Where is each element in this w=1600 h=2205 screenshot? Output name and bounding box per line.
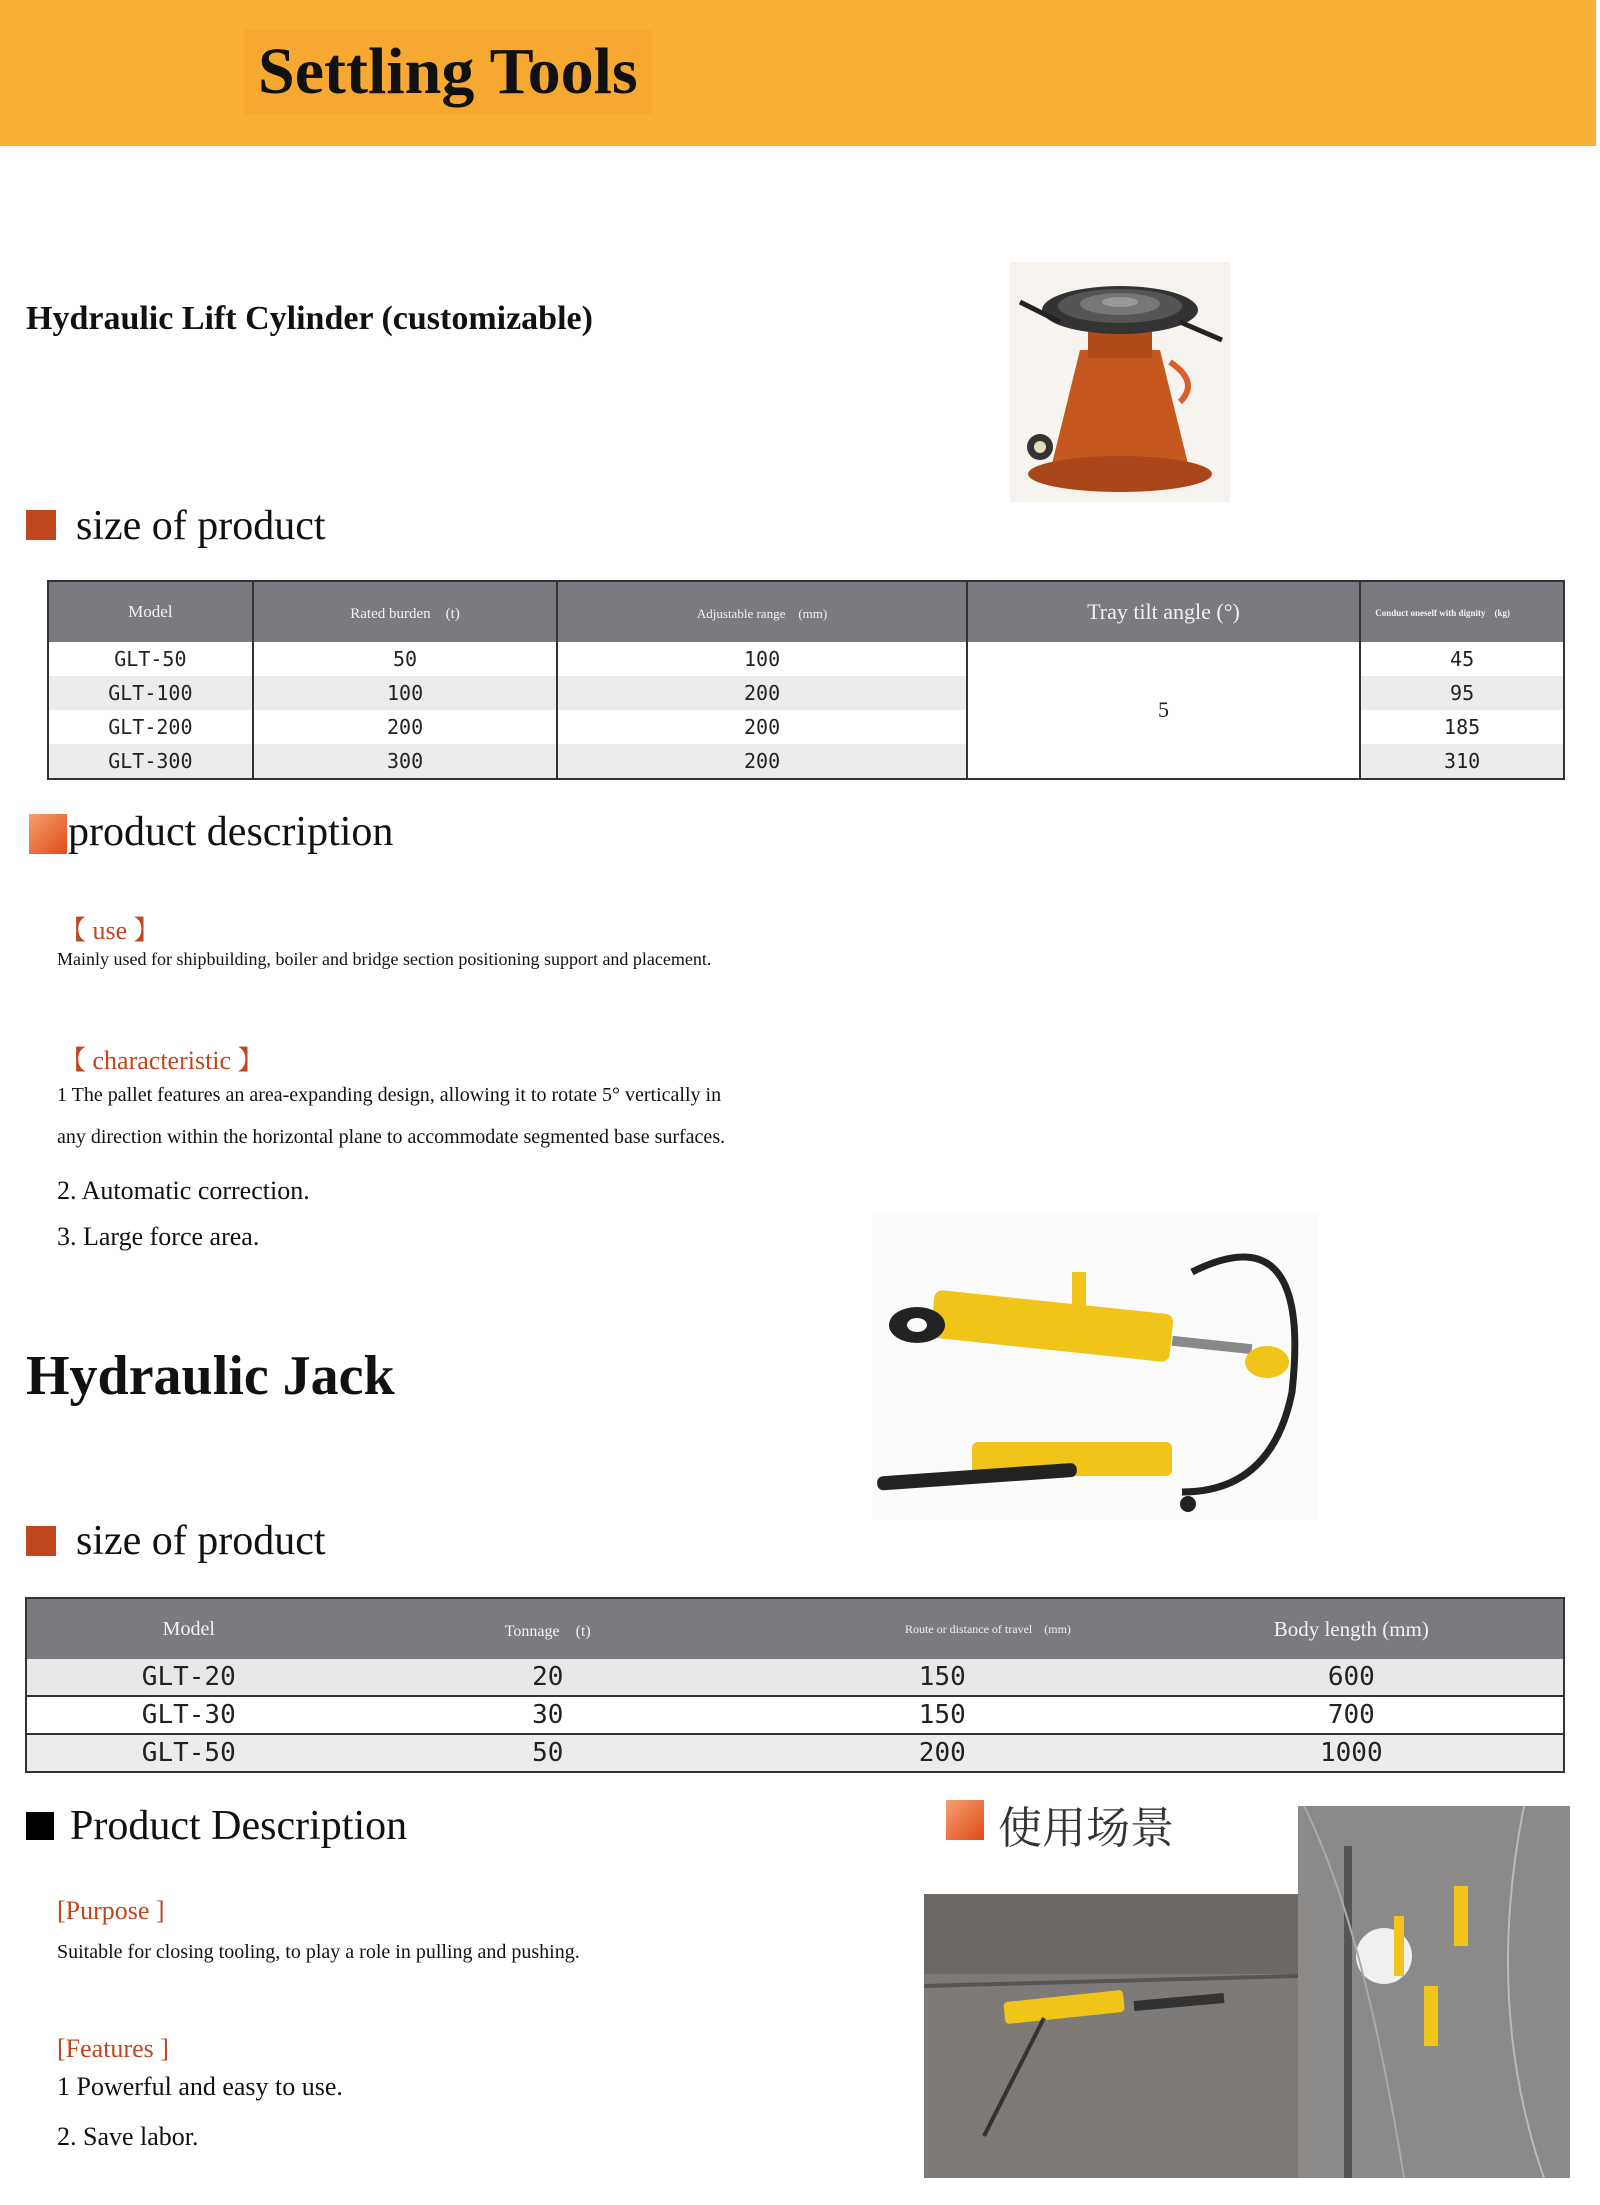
- table-header-model: Model: [48, 581, 253, 642]
- spec-table-lift-cylinder: [47, 580, 1565, 780]
- size-heading-2: size of product: [76, 1518, 326, 1564]
- section-marker-square: [26, 1526, 56, 1556]
- use-text: Mainly used for shipbuilding, boiler and bridge section positioning support and placement.: [57, 949, 712, 969]
- product-title-lift-cylinder: Hydraulic Lift Cylinder (customizable): [26, 300, 593, 337]
- page-title: Settling Tools: [244, 30, 652, 114]
- purpose-text: Suitable for closing tooling, to play a role in pulling and pushing.: [57, 1941, 580, 1963]
- spec-table-hydraulic-jack: [25, 1597, 1565, 1773]
- section-marker-square: [29, 814, 67, 854]
- product-title-hydraulic-jack: Hydraulic Jack: [26, 1345, 395, 1407]
- table-header-travel: Route or distance of travel (mm): [745, 1598, 1140, 1659]
- table-row: GLT-300 300 200 310: [48, 744, 1564, 779]
- table-row: GLT-200 200 200 185: [48, 710, 1564, 744]
- header-banner: [0, 0, 1596, 146]
- usage-scene-photo: [924, 1806, 1570, 2178]
- table-header-tilt-angle: Tray tilt angle (°): [967, 581, 1360, 642]
- characteristic-line-1: 1 The pallet features an area-expanding design, allowing it to rotate 5° vertically in: [57, 1084, 722, 1106]
- desc-heading-2: Product Description: [70, 1803, 408, 1849]
- table-header-adjustable-range: Adjustable range (mm): [557, 581, 966, 642]
- hydraulic-jack-photo: [872, 1212, 1318, 1520]
- features-label: [Features ]: [57, 2034, 169, 2063]
- table-row: GLT-100 100 200 95: [48, 676, 1564, 710]
- characteristic-label: 【 characteristic 】: [60, 1046, 264, 1075]
- characteristic-line-2: any direction within the horizontal plane to accommodate segmented base surfaces.: [57, 1126, 726, 1148]
- use-label: 【 use 】: [60, 916, 160, 945]
- section-marker-square: [26, 510, 56, 540]
- characteristic-item-2: 2. Automatic correction.: [57, 1176, 310, 1205]
- table-header-body-length: Body length (mm): [1140, 1598, 1564, 1659]
- table-header-weight: Conduct oneself with dignity (kg): [1360, 581, 1564, 642]
- lift-cylinder-photo: [1010, 262, 1230, 502]
- table-header-rated-burden: Rated burden (t): [253, 581, 558, 642]
- desc-heading-1: product description: [68, 809, 394, 855]
- size-heading-1: size of product: [76, 503, 326, 549]
- table-row: GLT-30 30 150 700: [26, 1696, 1564, 1734]
- table-row: GLT-50 50 200 1000: [26, 1734, 1564, 1772]
- table-row: GLT-50 50 100 5 45: [48, 642, 1564, 676]
- purpose-label: [Purpose ]: [57, 1896, 165, 1925]
- scene-title: 使用场景: [998, 1803, 1174, 1854]
- table-row: GLT-20 20 150 600: [26, 1659, 1564, 1696]
- tilt-angle-value: 5: [967, 642, 1360, 779]
- section-marker-square: [26, 1812, 54, 1840]
- feature-2: 2. Save labor.: [57, 2122, 199, 2151]
- feature-1: 1 Powerful and easy to use.: [57, 2072, 343, 2101]
- characteristic-item-3: 3. Large force area.: [57, 1222, 260, 1251]
- table-header-model: Model: [26, 1598, 351, 1659]
- table-header-tonnage: Tonnage (t): [351, 1598, 745, 1659]
